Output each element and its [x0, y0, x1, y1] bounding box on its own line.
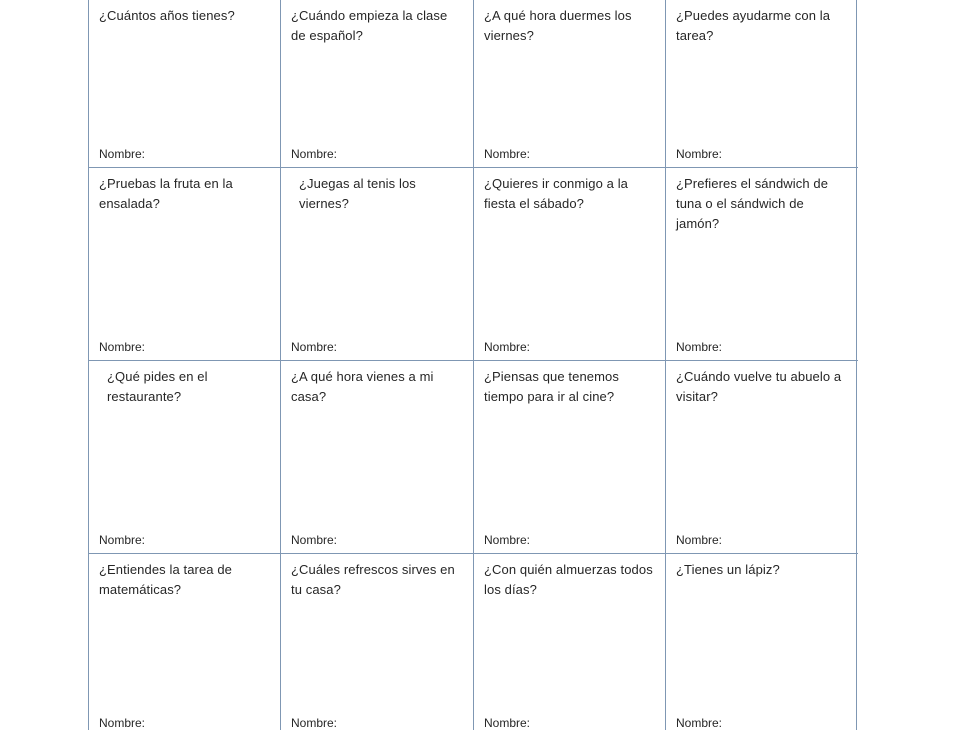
- name-label: Nombre:: [484, 147, 531, 161]
- grid-cell: [281, 0, 474, 168]
- name-label: Nombre:: [291, 147, 338, 161]
- question-text: ¿Piensas que tenemos tiempo para ir al cine?: [484, 369, 619, 404]
- grid-cell: [474, 168, 666, 361]
- grid-cell: [666, 0, 858, 168]
- grid-cell: [281, 554, 474, 730]
- name-label: Nombre:: [99, 716, 146, 730]
- grid-cell: [666, 554, 858, 730]
- grid-cell: [474, 554, 666, 730]
- name-label: Nombre:: [99, 147, 146, 161]
- question-text: ¿Pruebas la fruta en la ensalada?: [99, 176, 233, 211]
- grid-cell: [281, 361, 474, 554]
- question-text: ¿Cuántos años tienes?: [99, 8, 235, 23]
- name-label: Nombre:: [676, 340, 723, 354]
- name-label: Nombre:: [676, 716, 723, 730]
- name-label: Nombre:: [291, 533, 338, 547]
- name-label: Nombre:: [676, 147, 723, 161]
- question-grid: [88, 0, 857, 730]
- question-text: ¿Cuáles refrescos sirves en tu casa?: [291, 562, 455, 597]
- grid-cell: [474, 361, 666, 554]
- question-text: ¿Entiendes la tarea de matemáticas?: [99, 562, 233, 597]
- question-text: ¿Tienes un lápiz?: [676, 562, 780, 577]
- question-text: ¿Qué pides en el restaurante?: [107, 369, 208, 404]
- grid-cell: [89, 554, 281, 730]
- question-text: ¿Quieres ir conmigo a la fiesta el sábado?: [484, 176, 629, 211]
- question-text: ¿A qué hora vienes a mi casa?: [291, 369, 434, 404]
- name-label: Nombre:: [99, 533, 146, 547]
- grid-cell: [666, 168, 858, 361]
- grid-cell: [666, 361, 858, 554]
- name-label: Nombre:: [484, 716, 531, 730]
- question-text: ¿Juegas al tenis los viernes?: [299, 176, 416, 211]
- grid-cell: [89, 361, 281, 554]
- question-text: ¿Cuándo empieza la clase de español?: [291, 8, 448, 43]
- name-label: Nombre:: [484, 340, 531, 354]
- name-label: Nombre:: [484, 533, 531, 547]
- question-text: ¿Cuándo vuelve tu abuelo a visitar?: [676, 369, 842, 404]
- question-text: ¿Puedes ayudarme con la tarea?: [676, 8, 831, 43]
- question-text: ¿Con quién almuerzas todos los días?: [484, 562, 653, 597]
- question-text: ¿Prefieres el sándwich de tuna o el sándwich de jamón?: [676, 176, 829, 231]
- grid-cell: [474, 0, 666, 168]
- name-label: Nombre:: [291, 340, 338, 354]
- grid-cell: [89, 0, 281, 168]
- question-text: ¿A qué hora duermes los viernes?: [484, 8, 632, 43]
- name-label: Nombre:: [99, 340, 146, 354]
- grid-cell: [281, 168, 474, 361]
- name-label: Nombre:: [676, 533, 723, 547]
- grid-cell: [89, 168, 281, 361]
- name-label: Nombre:: [291, 716, 338, 730]
